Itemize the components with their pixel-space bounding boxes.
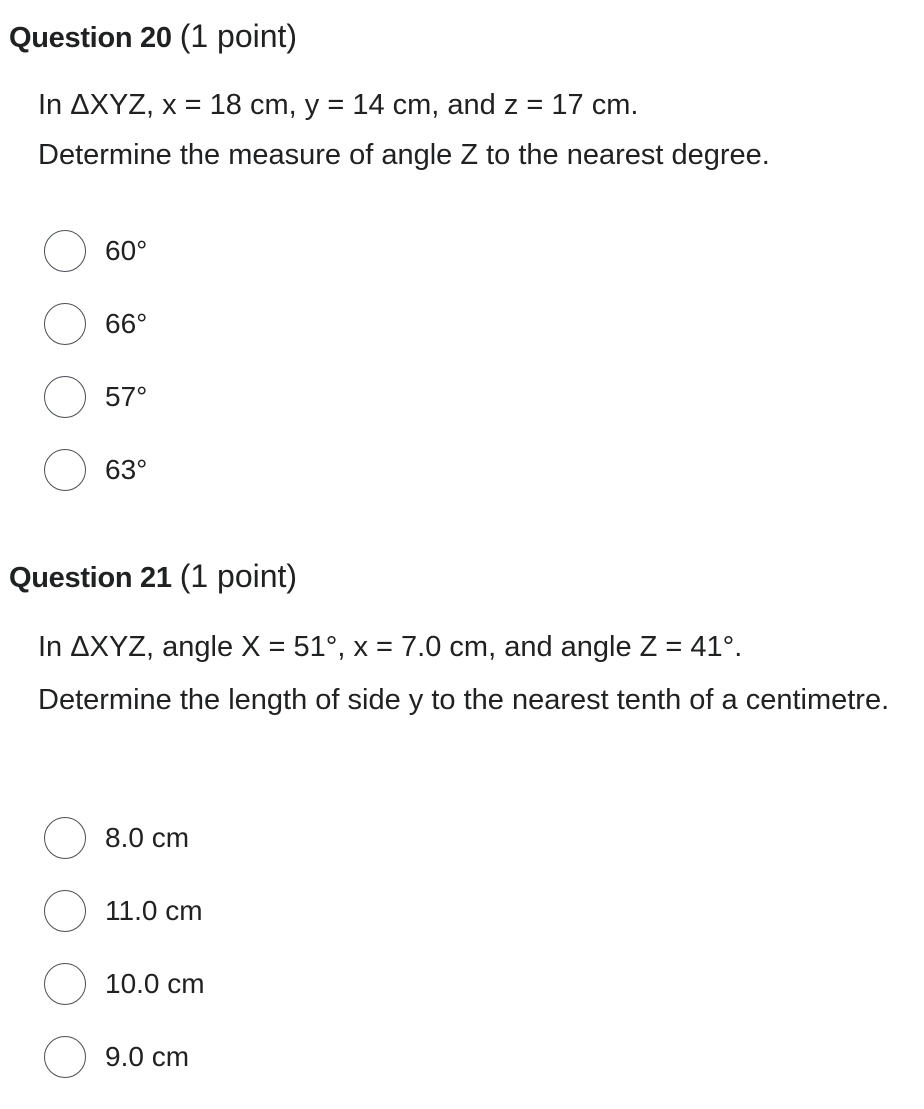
option-label: 9.0 cm	[105, 1041, 190, 1072]
question-text-line: Determine the measure of angle Z to the nearest degree.	[38, 139, 770, 171]
question-points: (1 point)	[179, 558, 298, 594]
radio-button[interactable]	[44, 890, 86, 932]
question-prompt	[38, 621, 898, 727]
question-text-line: In ΔXYZ, x = 18 cm, y = 14 cm, and z = 17 cm.	[38, 89, 639, 121]
question-text-line: Determine the length of side y to the nearest tenth of a centimetre.	[38, 684, 890, 716]
answer-option[interactable]	[44, 449, 147, 491]
option-label: 10.0 cm	[105, 968, 205, 999]
question-points: (1 point)	[179, 18, 298, 54]
answer-option[interactable]	[44, 1036, 205, 1078]
answer-options	[44, 230, 147, 522]
radio-button[interactable]	[44, 376, 86, 418]
option-label: 57°	[105, 381, 148, 412]
option-label: 8.0 cm	[105, 822, 190, 853]
option-label: 60°	[105, 235, 148, 266]
question-text-line: In ΔXYZ, angle X = 51°, x = 7.0 cm, and angle Z = 41°.	[38, 631, 743, 663]
radio-button[interactable]	[44, 230, 86, 272]
option-label: 63°	[105, 454, 148, 485]
question-header	[9, 558, 297, 595]
question-title: Question 21	[9, 562, 172, 594]
answer-option[interactable]	[44, 890, 205, 932]
radio-button[interactable]	[44, 303, 86, 345]
radio-button[interactable]	[44, 449, 86, 491]
question-title: Question 20	[9, 22, 172, 54]
answer-option[interactable]	[44, 303, 147, 345]
radio-button[interactable]	[44, 1036, 86, 1078]
option-label: 66°	[105, 308, 148, 339]
answer-option[interactable]	[44, 376, 147, 418]
question-header	[9, 18, 297, 55]
radio-button[interactable]	[44, 963, 86, 1005]
answer-option[interactable]	[44, 817, 205, 859]
answer-option[interactable]	[44, 230, 147, 272]
answer-option[interactable]	[44, 963, 205, 1005]
answer-options	[44, 817, 205, 1109]
radio-button[interactable]	[44, 817, 86, 859]
question-prompt	[38, 80, 898, 180]
option-label: 11.0 cm	[105, 895, 203, 926]
